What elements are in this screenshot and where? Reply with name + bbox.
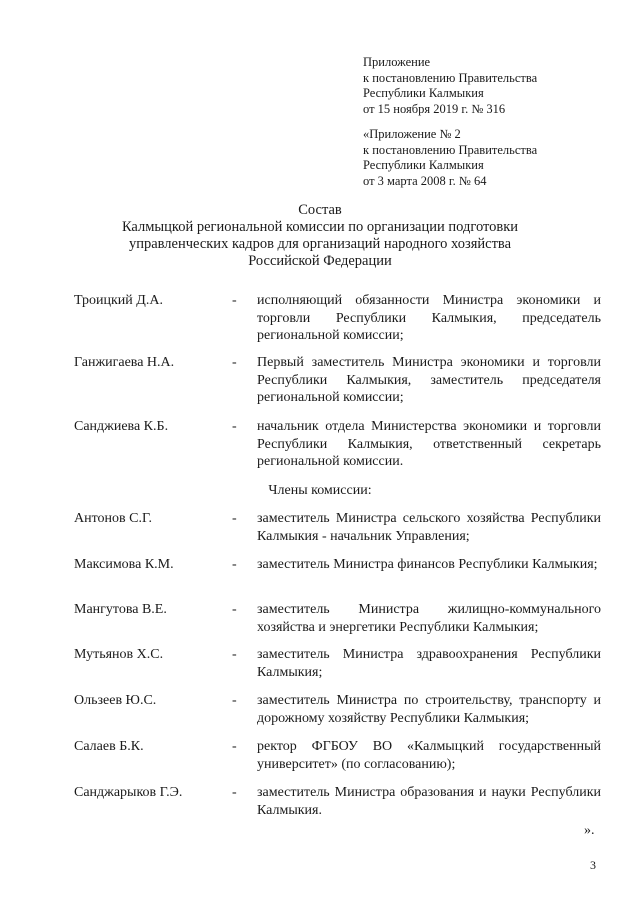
member-role: заместитель Министра финансов Республики Калмыкия; — [257, 557, 598, 572]
dash: - — [232, 693, 237, 708]
member-name: Мангутова В.Е. — [74, 602, 167, 617]
annex-previous-line: «Приложение № 2 — [363, 127, 461, 141]
annex-previous-line: Республики Калмыкия — [363, 158, 484, 172]
leader-role: Первый заместитель Министра экономики и торговли Республики Калмыкия, заместитель председателя региональной комиссии; — [257, 355, 601, 405]
member-name: Антонов С.Г. — [74, 511, 152, 526]
member-role: заместитель Министра жилищно-коммунального хозяйства и энергетики Республики Калмыкия; — [257, 602, 601, 635]
annex-header — [363, 55, 537, 117]
title-line: управленческих кадров для организаций народного хозяйства — [128, 236, 512, 252]
leader-name: Санджиева К.Б. — [74, 419, 169, 434]
member-role: заместитель Министра здравоохранения Республики Калмыкия; — [257, 647, 601, 680]
document-title — [60, 202, 580, 270]
member-role: заместитель Министра образования и науки Республики Калмыкия. — [257, 785, 601, 818]
page-number: 3 — [590, 858, 596, 872]
annex-previous-line: от 3 марта 2008 г. № 64 — [363, 173, 487, 188]
member-name: Максимова К.М. — [74, 557, 174, 572]
title-line: Калмыцкой региональной комиссии по организации подготовки — [121, 219, 519, 235]
dash: - — [232, 557, 237, 572]
leader-role: исполняющий обязанности Министра экономики и торговли Республики Калмыкия, председатель региональной комиссии; — [257, 293, 601, 343]
member-name: Ользеев Ю.С. — [74, 693, 157, 708]
annex-header-line: Республики Калмыкия — [363, 86, 484, 100]
dash: - — [232, 739, 237, 754]
title-line: Состав — [298, 202, 342, 218]
dash: - — [232, 511, 237, 526]
member-role: заместитель Министра сельского хозяйства Республики Калмыкия - начальник Управления; — [257, 511, 601, 544]
closing-quote: ». — [584, 823, 595, 838]
member-role: ректор ФГБОУ ВО «Калмыцкий государственный университет» (по согласованию); — [257, 739, 601, 772]
member-role: заместитель Министра по строительству, транспорту и дорожному хозяйству Республики Калмыкия; — [257, 693, 601, 726]
dash: - — [232, 293, 237, 308]
dash: - — [232, 602, 237, 617]
dash: - — [232, 355, 237, 370]
leader-name: Ганжигаева Н.А. — [74, 355, 175, 370]
annex-previous-line: к постановлению Правительства — [363, 142, 538, 157]
annex-previous — [363, 127, 537, 189]
title-line: Российской Федерации — [248, 253, 392, 269]
dash: - — [232, 419, 237, 434]
member-name: Салаев Б.К. — [74, 739, 144, 754]
dash: - — [232, 785, 237, 800]
members-heading: Члены комиссии: — [268, 483, 372, 498]
leader-name: Троицкий Д.А. — [74, 293, 163, 308]
annex-header-line: к постановлению Правительства — [363, 70, 538, 85]
annex-header-line: от 15 ноября 2019 г. № 316 — [363, 101, 506, 116]
dash: - — [232, 647, 237, 662]
annex-header-line: Приложение — [363, 55, 431, 69]
member-name: Мутьянов Х.С. — [74, 647, 164, 662]
member-name: Санджарыков Г.Э. — [74, 785, 183, 800]
leader-role: начальник отдела Министерства экономики и торговли Республики Калмыкия, ответственный секретарь региональной комиссии. — [257, 419, 601, 469]
